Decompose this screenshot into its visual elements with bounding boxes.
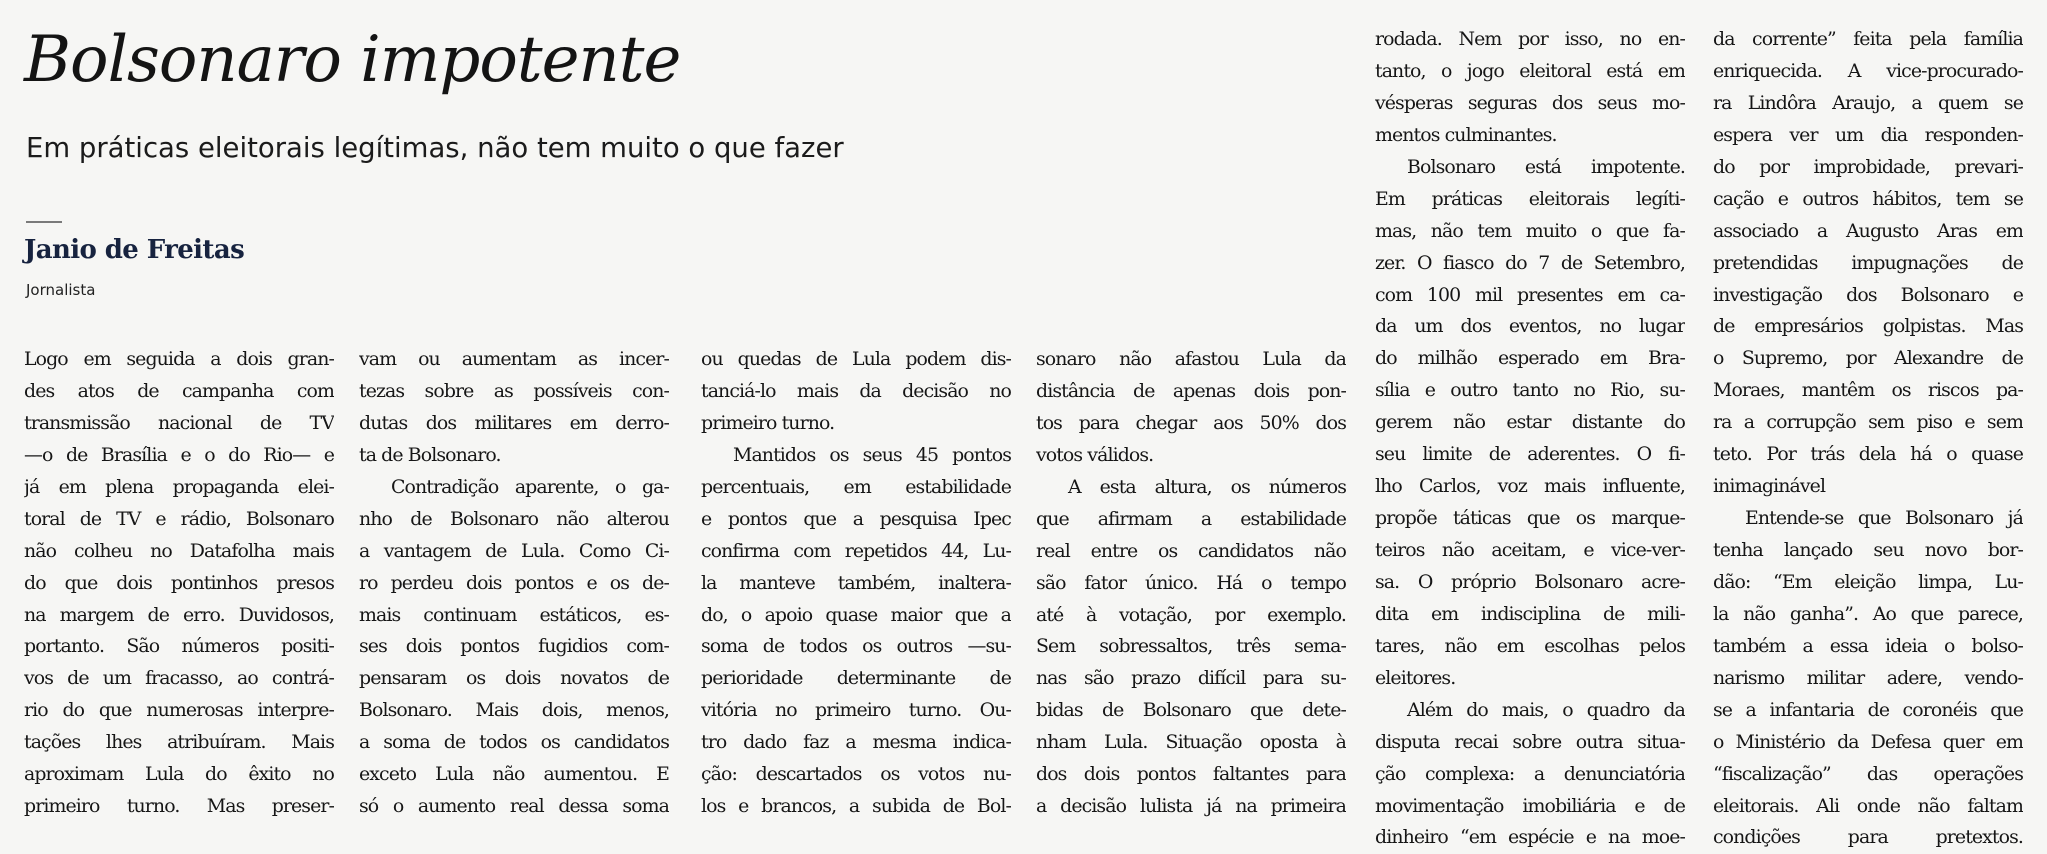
- text-line: primeiro turno.: [701, 411, 835, 434]
- text-line: Bolsonaro. Mais dois, menos,: [359, 699, 669, 722]
- text-line: mas, não tem muito o que fa-: [1375, 219, 1685, 242]
- author-rule: [26, 221, 62, 223]
- text-line: bidas de Bolsonaro que dete-: [1036, 699, 1346, 722]
- text-line: ses dois pontos fugidios com-: [359, 635, 669, 658]
- text-line: condições para pretextos.: [1713, 826, 2023, 849]
- text-line: espera ver um dia responden-: [1713, 123, 2023, 146]
- text-line: Em práticas eleitorais legíti-: [1375, 187, 1685, 210]
- article-column-1: [24, 344, 334, 823]
- text-line: a soma de todos os candidatos: [359, 731, 669, 754]
- text-line: real entre os candidatos não: [1036, 539, 1346, 562]
- text-line: teiros não aceitam, e vice-ver-: [1375, 539, 1685, 561]
- text-line: ro perdeu dois pontos e os de-: [359, 571, 669, 594]
- text-line: tanciá-lo mais da decisão no: [701, 379, 1011, 402]
- text-line: aproximam Lula do êxito no: [24, 763, 334, 786]
- text-line: percentuais, em estabilidade: [701, 475, 1011, 498]
- text-line: portanto. São números positi-: [24, 635, 334, 658]
- text-line: investigação dos Bolsonaro e: [1713, 283, 2023, 306]
- text-line: e pontos que a pesquisa Ipec: [701, 507, 1011, 530]
- author-role: Jornalista: [26, 281, 96, 299]
- text-line: Logo em seguida a dois gran-: [24, 348, 334, 370]
- text-line: disputa recai sobre outra situa-: [1375, 730, 1685, 753]
- text-line: Contradição aparente, o ga-: [391, 475, 669, 498]
- text-line: teto. Por trás dela há o quase: [1713, 443, 2023, 466]
- text-line: la manteve também, inaltera-: [701, 571, 1011, 594]
- text-line: ra Lindôra Araujo, a quem se: [1713, 91, 2023, 114]
- text-line: inimaginável: [1713, 475, 1826, 498]
- author-name: Janio de Freitas: [24, 235, 245, 265]
- text-line: do, o apoio quase maior que a: [701, 603, 1011, 626]
- text-line: mentos culminantes.: [1375, 123, 1557, 146]
- text-line: com 100 mil presentes em ca-: [1375, 283, 1685, 306]
- text-line: ção complexa: a denunciatória: [1375, 762, 1685, 785]
- text-line: Mantidos os seus 45 pontos: [733, 443, 1011, 466]
- subheadline: Em práticas eleitorais legítimas, não tem muito o que fazer: [26, 132, 844, 164]
- text-line: A esta altura, os números: [1068, 475, 1346, 498]
- text-line: tações lhes atribuíram. Mais: [24, 731, 334, 754]
- text-line: —o de Brasília e o do Rio— e: [24, 443, 334, 466]
- text-line: do que dois pontinhos presos: [24, 571, 334, 594]
- text-line: também a essa ideia o bolso-: [1713, 634, 2023, 657]
- text-line: Entende-se que Bolsonaro já: [1745, 507, 2023, 530]
- text-line: sa. O próprio Bolsonaro acre-: [1375, 570, 1685, 593]
- text-line: vésperas seguras dos seus mo-: [1375, 91, 1685, 114]
- text-line: vam ou aumentam as incer-: [359, 348, 669, 370]
- text-line: narismo militar adere, vendo-: [1713, 666, 2023, 689]
- text-line: tares, não em escolhas pelos: [1375, 634, 1685, 657]
- text-line: ra a corrupção sem piso e sem: [1713, 411, 2023, 434]
- text-line: soma de todos os outros —su-: [701, 635, 1011, 658]
- text-line: da um dos eventos, no lugar: [1375, 315, 1685, 338]
- text-line: distância de apenas dois pon-: [1036, 379, 1346, 402]
- text-line: exceto Lula não aumentou. E: [359, 763, 669, 786]
- text-line: primeiro turno. Mas preser-: [24, 795, 334, 818]
- article-column-6: [1713, 24, 2023, 854]
- text-line: Moraes, mantêm os riscos pa-: [1713, 379, 2023, 402]
- text-line: dão: “Em eleição limpa, Lu-: [1713, 570, 2023, 593]
- text-line: sonaro não afastou Lula da: [1036, 348, 1346, 370]
- text-line: vos de um fracasso, ao contrá-: [24, 667, 334, 690]
- text-line: eleitorais. Ali onde não faltam: [1713, 794, 2023, 817]
- text-line: propõe táticas que os marque-: [1375, 507, 1685, 530]
- text-line: nho de Bolsonaro não alterou: [359, 507, 669, 530]
- text-line: já em plena propaganda elei-: [24, 475, 334, 498]
- text-line: ção: descartados os votos nu-: [701, 763, 1011, 786]
- text-line: dinheiro “em espécie e na moe-: [1375, 826, 1685, 849]
- text-line: nas são prazo difícil para su-: [1036, 667, 1346, 690]
- text-line: votos válidos.: [1036, 443, 1154, 466]
- text-line: seu limite de aderentes. O fi-: [1375, 443, 1685, 466]
- article-column-2: [359, 344, 669, 823]
- text-line: Além do mais, o quadro da: [1407, 698, 1685, 721]
- text-line: de empresários golpistas. Mas: [1713, 315, 2023, 338]
- text-line: associado a Augusto Aras em: [1713, 219, 2023, 242]
- text-line: sília e outro tanto no Rio, su-: [1375, 379, 1685, 402]
- text-line: tro dado faz a mesma indica-: [701, 731, 1011, 754]
- text-line: ou quedas de Lula podem dis-: [701, 348, 1011, 370]
- text-line: movimentação imobiliária e de: [1375, 794, 1685, 817]
- headline: Bolsonaro impotente: [24, 23, 681, 97]
- text-line: eleitores.: [1375, 666, 1456, 689]
- article-column-3: [701, 344, 1011, 823]
- text-line: perioridade determinante de: [701, 667, 1011, 690]
- text-line: que afirmam a estabilidade: [1036, 507, 1346, 530]
- article-column-5: [1375, 24, 1685, 854]
- text-line: tenha lançado seu novo bor-: [1713, 539, 2023, 561]
- text-line: gerem não estar distante do: [1375, 411, 1685, 434]
- text-line: só o aumento real dessa soma: [359, 795, 669, 818]
- text-line: dos dois pontos faltantes para: [1036, 763, 1346, 786]
- text-line: pensaram os dois novatos de: [359, 667, 669, 690]
- text-line: o Ministério da Defesa quer em: [1713, 730, 2023, 753]
- text-line: tos para chegar aos 50% dos: [1036, 411, 1346, 434]
- text-line: Bolsonaro está impotente.: [1407, 155, 1685, 178]
- text-line: transmissão nacional de TV: [24, 411, 334, 434]
- text-line: tezas sobre as possíveis con-: [359, 379, 669, 402]
- text-line: tanto, o jogo eleitoral está em: [1375, 59, 1685, 82]
- text-line: ta de Bolsonaro.: [359, 443, 501, 466]
- text-line: dutas dos militares em derro-: [359, 411, 669, 434]
- text-line: zer. O fiasco do 7 de Setembro,: [1375, 251, 1685, 274]
- text-line: rio do que numerosas interpre-: [24, 699, 334, 722]
- text-line: na margem de erro. Duvidosos,: [24, 603, 334, 626]
- text-line: o Supremo, por Alexandre de: [1713, 347, 2023, 370]
- text-line: Sem sobressaltos, três sema-: [1036, 635, 1346, 658]
- text-line: a vantagem de Lula. Como Ci-: [359, 539, 669, 562]
- text-line: mais continuam estáticos, es-: [359, 603, 669, 626]
- text-line: toral de TV e rádio, Bolsonaro: [24, 507, 334, 530]
- text-line: confirma com repetidos 44, Lu-: [701, 539, 1011, 562]
- text-line: do por improbidade, prevari-: [1713, 155, 2023, 178]
- text-line: los e brancos, a subida de Bol-: [701, 795, 1011, 818]
- text-line: são fator único. Há o tempo: [1036, 571, 1346, 594]
- text-line: do milhão esperado em Bra-: [1375, 347, 1685, 370]
- text-line: la não ganha”. Ao que parece,: [1713, 602, 2023, 625]
- text-line: “fiscalização” das operações: [1713, 762, 2023, 785]
- text-line: enriquecida. A vice-procurado-: [1713, 59, 2023, 82]
- article-column-4: [1036, 344, 1346, 823]
- text-line: se a infantaria de coronéis que: [1713, 698, 2023, 721]
- text-line: a decisão lulista já na primeira: [1036, 795, 1346, 818]
- text-line: cação e outros hábitos, tem se: [1713, 187, 2023, 210]
- text-line: vitória no primeiro turno. Ou-: [701, 699, 1011, 722]
- text-line: pretendidas impugnações de: [1713, 251, 2023, 274]
- text-line: rodada. Nem por isso, no en-: [1375, 28, 1685, 50]
- text-line: des atos de campanha com: [24, 379, 334, 402]
- text-line: lho Carlos, voz mais influente,: [1375, 475, 1685, 498]
- text-line: não colheu no Datafolha mais: [24, 539, 334, 562]
- text-line: da corrente” feita pela família: [1713, 28, 2023, 50]
- text-line: nham Lula. Situação oposta à: [1036, 731, 1346, 754]
- text-line: dita em indisciplina de mili-: [1375, 602, 1685, 625]
- text-line: até à votação, por exemplo.: [1036, 603, 1346, 626]
